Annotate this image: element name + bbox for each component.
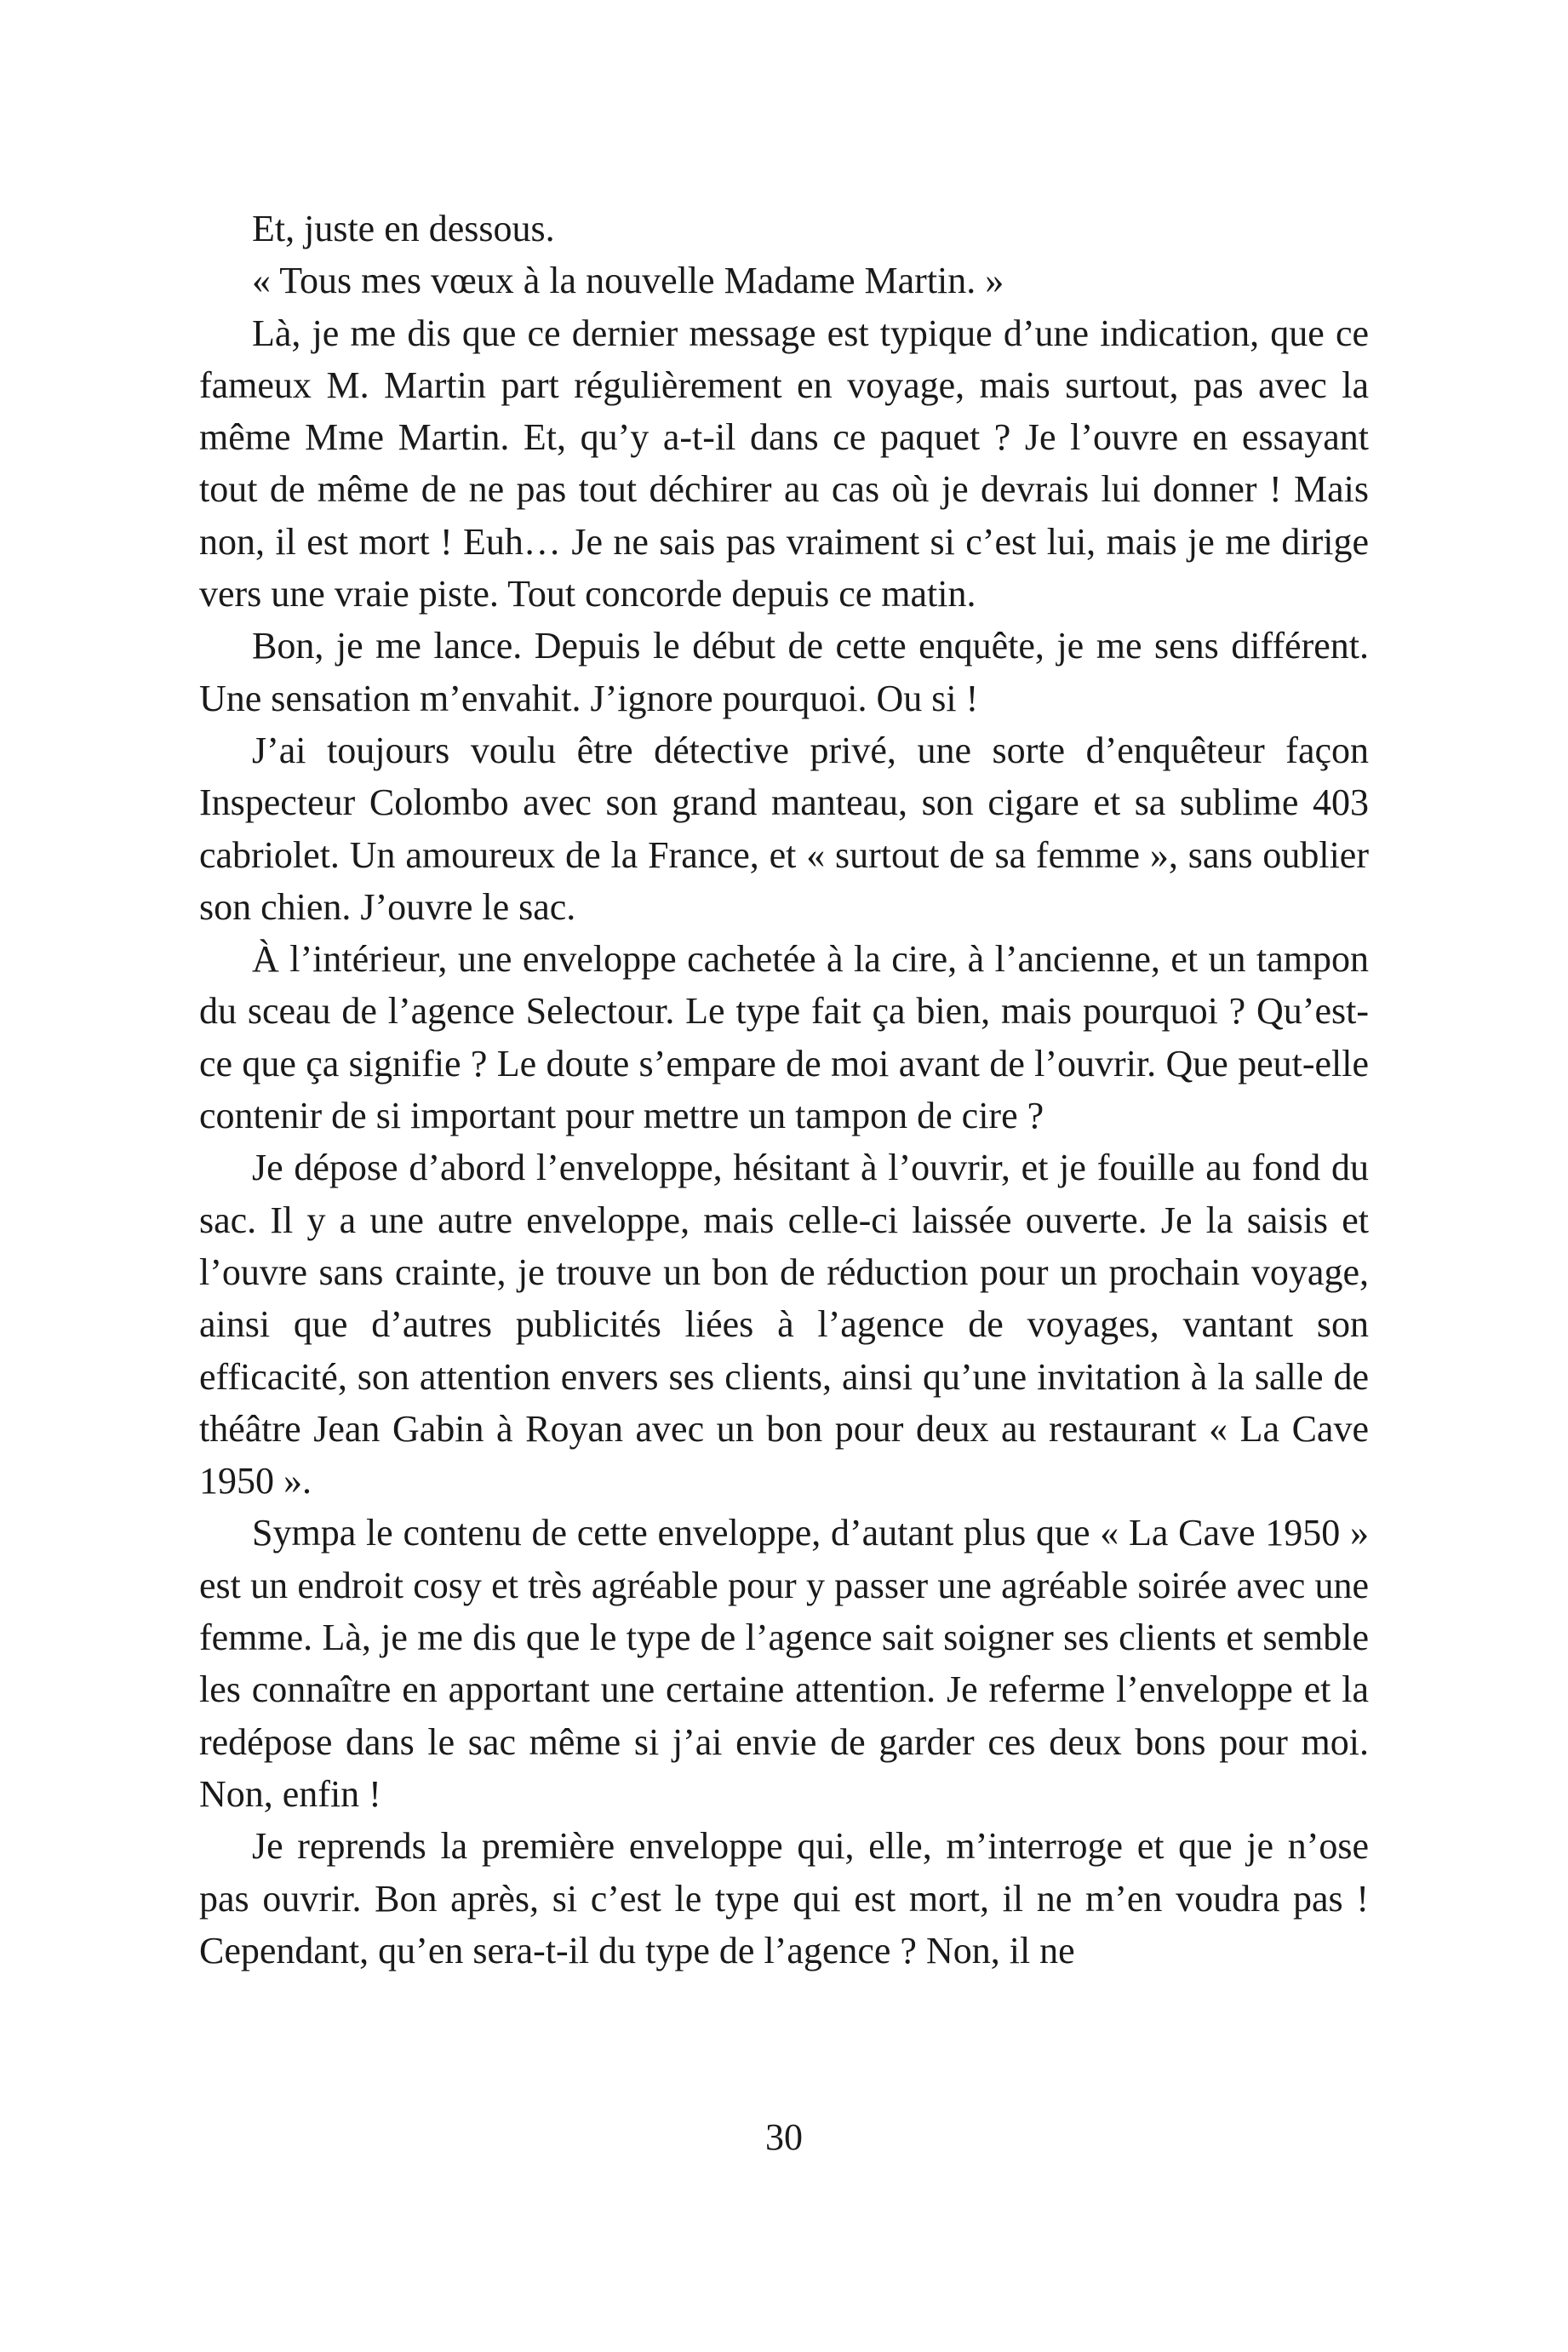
body-text	[199, 203, 1369, 1977]
paragraph: Là, je me dis que ce dernier message est typique d’une indication, que ce fameux M. Martin part régulièrement en voyage, mais surtout, pas avec la même Mme Martin. Et, qu’y a-t-il dans ce paquet ? Je l’ouvre en essayant tout de même de ne pas tout déchirer au cas où je devrais lui donner ! Mais non, il est mort ! Euh… Je ne sais pas vraiment si c’est lui, mais je me dirige vers une vraie piste. Tout concorde depuis ce matin.	[199, 312, 1369, 615]
paragraph: J’ai toujours voulu être détective privé, une sorte d’enquêteur façon Inspecteur Colombo avec son grand manteau, son cigare et sa sublime 403 cabriolet. Un amoureux de la France, et « surtout de sa femme », sans oublier son chien. J’ouvre le sac.	[199, 729, 1369, 928]
paragraph: À l’intérieur, une enveloppe cachetée à la cire, à l’ancienne, et un tampon du sceau de l’agence Selectour. Le type fait ça bien, mais pourquoi ? Qu’est-ce que ça signifie ? Le doute s’empare de moi avant de l’ouvrir. Que peut-elle contenir de si important pour mettre un tampon de cire ?	[199, 938, 1369, 1137]
paragraph: Et, juste en dessous.	[252, 208, 555, 249]
paragraph: Bon, je me lance. Depuis le début de cette enquête, je me sens différent. Une sensation m’envahit. J’ignore pourquoi. Ou si !	[199, 625, 1369, 719]
paragraph: Je reprends la première enveloppe qui, elle, m’interroge et que je n’ose pas ouvrir. Bon après, si c’est le type qui est mort, il ne m’en voudra pas ! Cependant, qu’en sera-t-il du type de l’agence ? Non, il ne	[199, 1825, 1369, 1971]
paragraph: « Tous mes vœux à la nouvelle Madame Martin. »	[252, 260, 1004, 302]
paragraph: Je dépose d’abord l’enveloppe, hésitant à l’ouvrir, et je fouille au fond du sac. Il y a une autre enveloppe, mais celle-ci laissée ouverte. Je la saisis et l’ouvre sans crainte, je trouve un bon de réduction pour un prochain voyage, ainsi que d’autres publicités liées à l’agence de voyages, vantant son efficacité, son attention envers ses clients, ainsi qu’une invitation à la salle de théâtre Jean Gabin à Royan avec un bon pour deux au restaurant « La Cave 1950 ».	[199, 1147, 1369, 1502]
page-number: 30	[765, 2116, 803, 2158]
paragraph: Sympa le contenu de cette enveloppe, d’autant plus que « La Cave 1950 » est un endroit cosy et très agréable pour y passer une agréable soirée avec une femme. Là, je me dis que le type de l’agence sait soigner ses clients et semble les connaître en apportant une certaine attention. Je referme l’enveloppe et la redépose dans le sac même si j’ai envie de garder ces deux bons pour moi. Non, enfin !	[199, 1512, 1369, 1815]
